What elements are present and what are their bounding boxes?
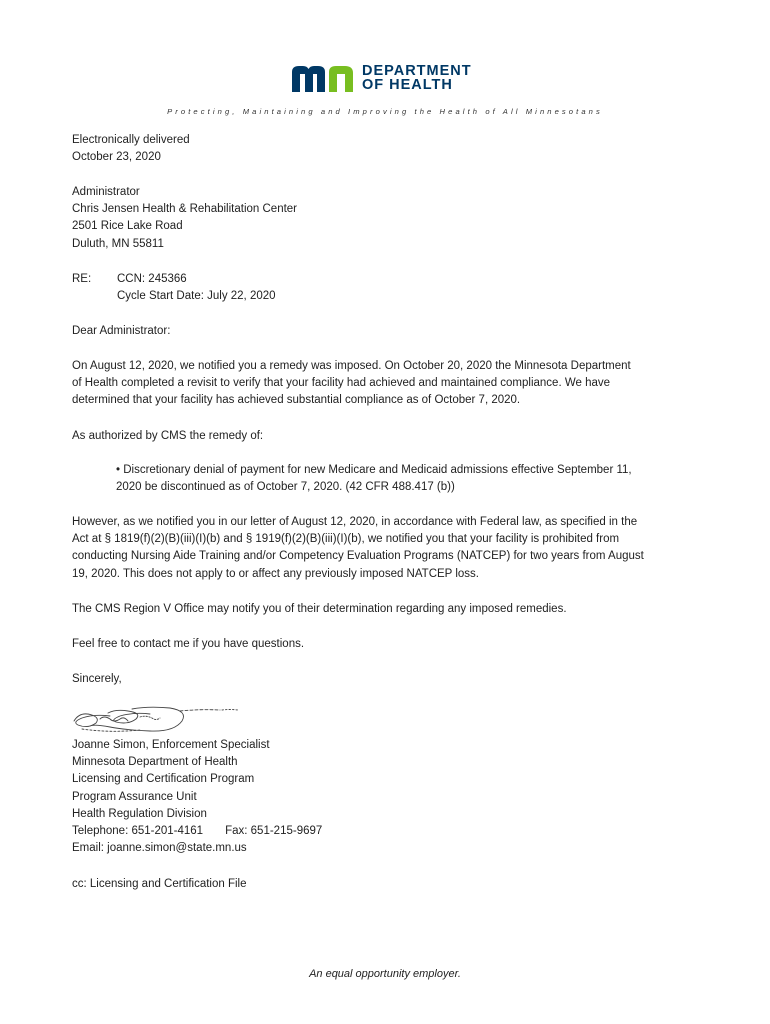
sender-phone-fax bbox=[72, 823, 700, 840]
re-label: RE: bbox=[72, 273, 92, 285]
sender-email: Email: joanne.simon@state.mn.us bbox=[72, 842, 247, 855]
letter-date: October 23, 2020 bbox=[72, 151, 161, 164]
sender-org: Minnesota Department of Health bbox=[72, 756, 238, 769]
footer-eoe: An equal opportunity employer. bbox=[309, 968, 461, 980]
logo-wordmark bbox=[362, 64, 472, 92]
sender-program: Licensing and Certification Program bbox=[72, 773, 255, 786]
paragraph-line: However, as we notified you in our letter of August 12, 2020, in accordance with Federal law, as specified in the bbox=[72, 516, 638, 528]
letterhead-tagline: Protecting, Maintaining and Improving the Health of All Minnesotans bbox=[167, 107, 603, 116]
sender-telephone: Telephone: 651-201-4161 bbox=[72, 825, 204, 838]
salutation: Dear Administrator: bbox=[72, 325, 171, 337]
recipient-street: 2501 Rice Lake Road bbox=[72, 220, 183, 233]
logo-line-1: DEPARTMENT bbox=[362, 63, 472, 79]
paragraph-line: conducting Nursing Aide Training and/or Competency Evaluation Programs (NATCEP) for two years from August bbox=[72, 550, 644, 563]
delivery-method: Electronically delivered bbox=[72, 134, 190, 146]
sender-name-title: Joanne Simon, Enforcement Specialist bbox=[72, 739, 270, 751]
handwritten-signature bbox=[70, 705, 245, 735]
sender-division: Health Regulation Division bbox=[72, 807, 207, 820]
remedy-bullet bbox=[116, 462, 700, 496]
mn-logo-icon bbox=[290, 63, 356, 93]
sender-block bbox=[72, 737, 700, 857]
paragraph-cms-region: The CMS Region V Office may notify you of their determination regarding any imposed remedies. bbox=[72, 603, 567, 615]
paragraph-authorization: As authorized by CMS the remedy of: bbox=[72, 430, 264, 442]
paragraph-remedy-notice bbox=[72, 358, 700, 410]
delivery-block bbox=[72, 132, 700, 166]
paragraph-contact: Feel free to contact me if you have questions. bbox=[72, 638, 305, 650]
logo-line-2: OF HEALTH bbox=[362, 77, 453, 93]
paragraph-line: On August 12, 2020, we notified you a remedy was imposed. On October 20, 2020 the Minnesota Department bbox=[72, 360, 631, 372]
paragraph-natcep bbox=[72, 514, 700, 583]
paragraph-line: Act at § 1819(f)(2)(B)(iii)(I)(b) and § 1919(f)(2)(B)(iii)(I)(b), we notified you that your facility is prohibited from bbox=[72, 533, 620, 546]
cc-line: cc: Licensing and Certification File bbox=[72, 878, 247, 890]
closing: Sincerely, bbox=[72, 673, 122, 685]
mdh-logo bbox=[290, 63, 472, 93]
re-ccn: CCN: 245366 bbox=[117, 273, 187, 285]
bullet-line: • Discretionary denial of payment for new Medicare and Medicaid admissions effective September 11, bbox=[116, 464, 632, 476]
sender-unit: Program Assurance Unit bbox=[72, 790, 197, 803]
re-details bbox=[117, 271, 276, 305]
paragraph-line: of Health completed a revisit to verify that your facility had achieved and maintained compliance. We have bbox=[72, 377, 611, 390]
paragraph-line: 19, 2020. This does not apply to or affect any previously imposed NATCEP loss. bbox=[72, 567, 479, 580]
recipient-title: Administrator bbox=[72, 186, 140, 198]
paragraph-line: determined that your facility has achieved substantial compliance as of October 7, 2020. bbox=[72, 394, 521, 407]
recipient-facility: Chris Jensen Health & Rehabilitation Center bbox=[72, 203, 298, 216]
recipient-address bbox=[72, 184, 700, 253]
bullet-line: 2020 be discontinued as of October 7, 2020. (42 CFR 488.417 (b)) bbox=[116, 481, 455, 494]
sender-fax: Fax: 651-215-9697 bbox=[225, 825, 323, 838]
recipient-city: Duluth, MN 55811 bbox=[72, 237, 164, 250]
re-cycle-start: Cycle Start Date: July 22, 2020 bbox=[117, 290, 276, 303]
